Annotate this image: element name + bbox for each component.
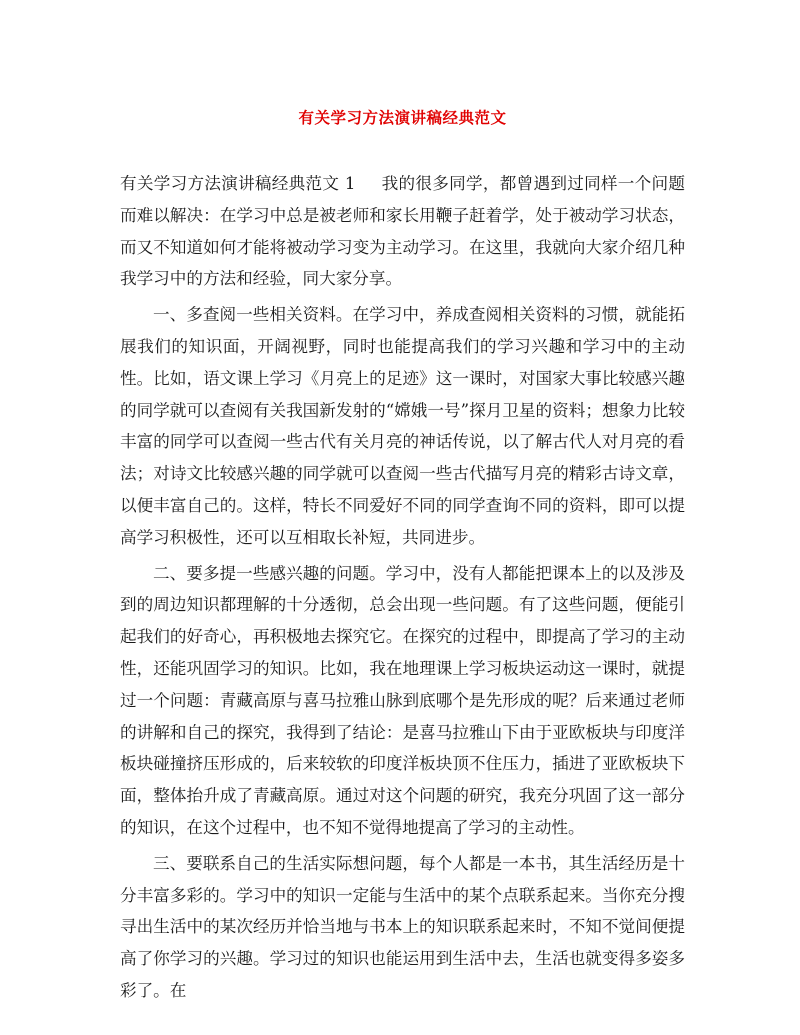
paragraph-2: 二、要多提一些感兴趣的问题。学习中，没有人都能把课本上的以及涉及到的周边知识都理解的十分透彻，总会出现一些问题。有了这些问题，便能引起我们的好奇心，再积极地去探究它。在探究的过程中，即提高了学习的主动性，还能巩固学习的知识。比如，我在地理课上学习板块运动这一课时，就提过一个问题：青藏高原与喜马拉雅山脉到底哪个是先形成的呢？后来通过老师的讲解和自己的探究，我得到了结论：是喜马拉雅山下由于亚欧板块与印度洋板块碰撞挤压形成的，后来较软的印度洋板块顶不住压力，插进了亚欧板块下面，整体抬升成了青藏高原。通过对这个问题的研究，我充分巩固了这一部分的知识，在这个过程中，也不知不觉得地提高了学习的主动性。 bbox=[120, 563, 685, 837]
paragraph-3: 三、要联系自己的生活实际想问题，每个人都是一本书，其生活经历是十分丰富多彩的。学习中的知识一定能与生活中的某个点联系起来。当你充分搜寻出生活中的某次经历并恰当地与书本上的知识联系起来时，不知不觉间便提高了你学习的兴趣。学习过的知识也能运用到生活中去，生活也就变得多姿多彩了。在 bbox=[120, 853, 685, 1000]
document-page bbox=[120, 0, 685, 1035]
document-body bbox=[120, 168, 685, 1011]
document-title: 有关学习方法演讲稿经典范文 bbox=[298, 108, 507, 127]
section-heading: 有关学习方法演讲稿经典范文 1 bbox=[120, 174, 356, 193]
intro-paragraph bbox=[120, 168, 685, 295]
intro-text: 我的很多同学，都曾遇到过同样一个问题而难以解决：在学习中总是被老师和家长用鞭子赶着学，处于被动学习状态，而又不知道如何才能将被动学习变为主动学习。在这里，我就向大家介绍几种我学习中的方法和经验，同大家分享。 bbox=[120, 174, 685, 289]
paragraph-1: 一、多查阅一些相关资料。在学习中，养成查阅相关资料的习惯，就能拓展我们的知识面，开阔视野，同时也能提高我们的学习兴趣和学习中的主动性。比如，语文课上学习《月亮上的足迹》这一课时，对国家大事比较感兴趣的同学就可以查阅有关我国新发射的“嫦娥一号”探月卫星的资料；想象力比较丰富的同学可以查阅一些古代有关月亮的神话传说，以了解古代人对月亮的看法；对诗文比较感兴趣的同学就可以查阅一些古代描写月亮的精彩古诗文章，以便丰富自己的。这样，特长不同爱好不同的同学查询不同的资料，即可以提高学习积极性，还可以互相取长补短，共同进步。 bbox=[120, 305, 685, 547]
